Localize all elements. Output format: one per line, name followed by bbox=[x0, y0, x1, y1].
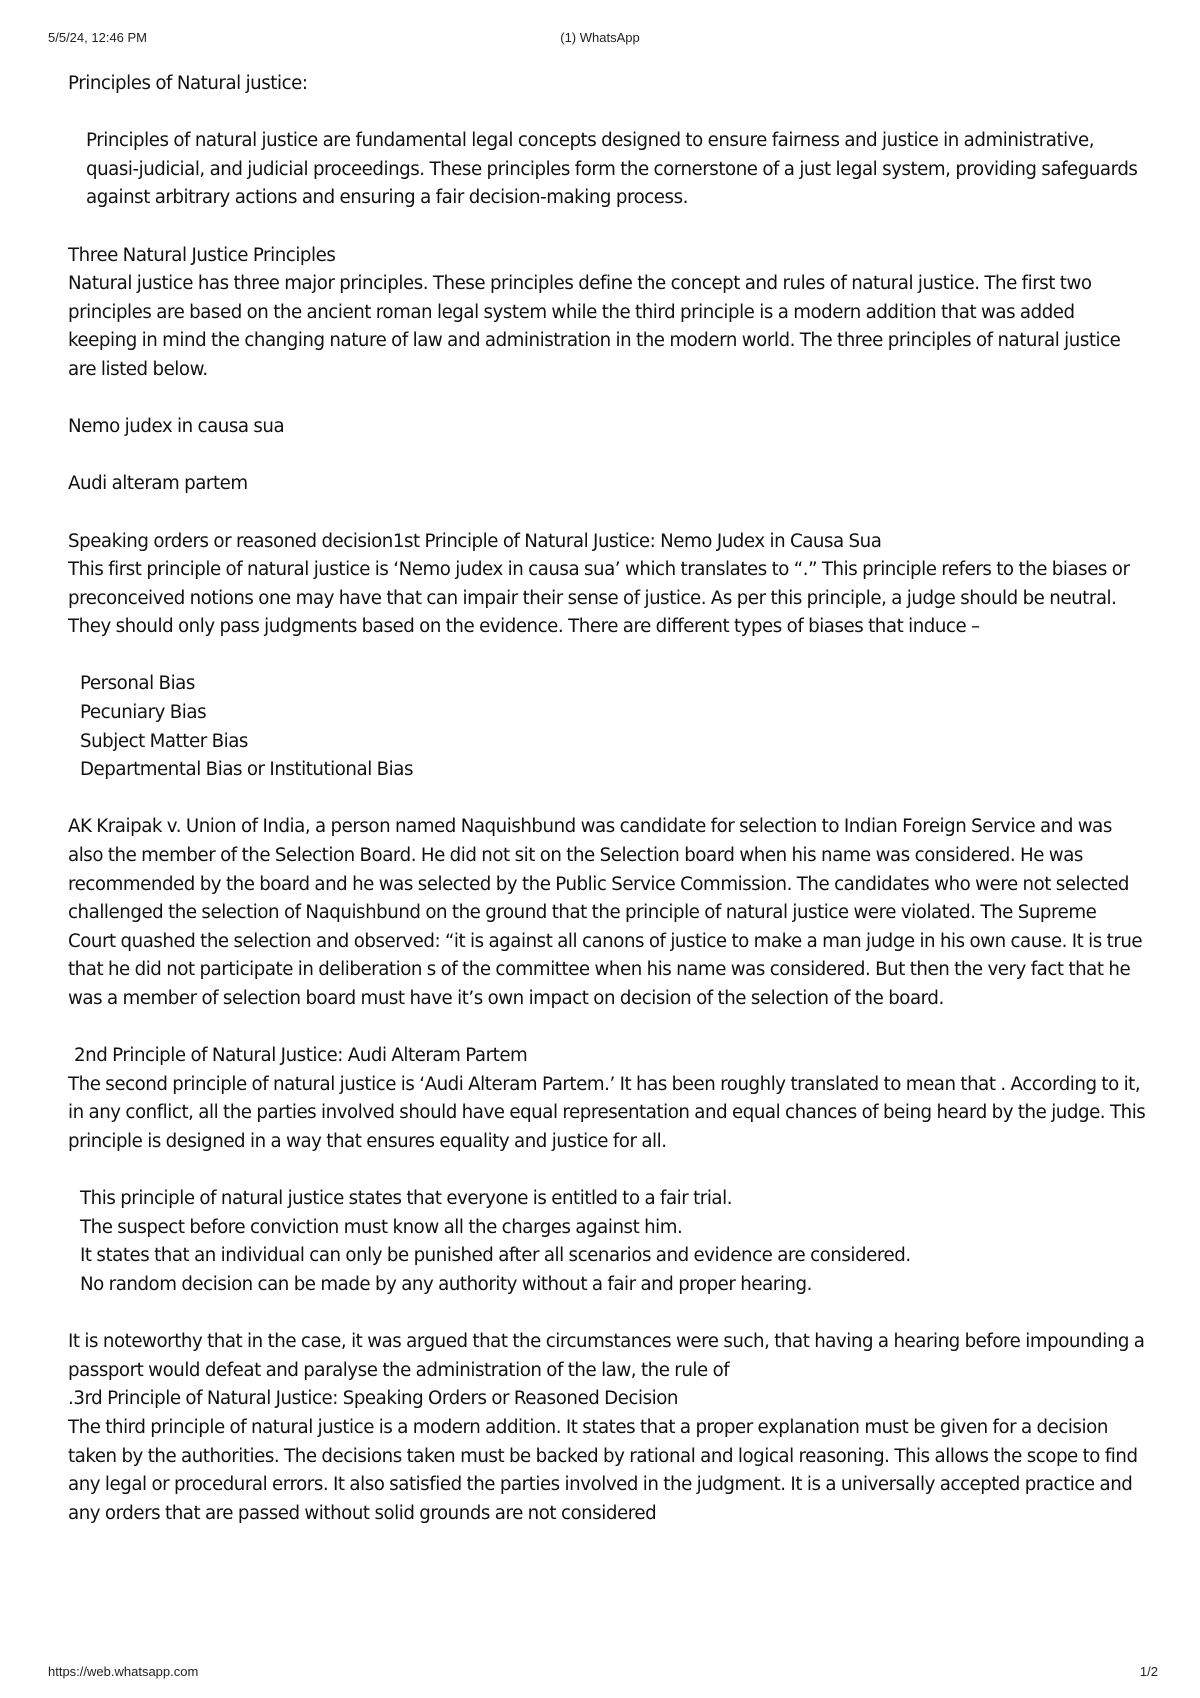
list-item: Departmental Bias or Institutional Bias bbox=[80, 759, 413, 781]
three-principles-heading: Three Natural Justice Principles bbox=[68, 244, 336, 266]
print-footer bbox=[0, 1664, 1200, 1684]
list-item: This principle of natural justice states that everyone is entitled to a fair trial. bbox=[80, 1188, 733, 1210]
print-url[interactable]: https://web.whatsapp.com bbox=[48, 1664, 199, 1679]
second-principle-heading: 2nd Principle of Natural Justice: Audi Alteram Partem bbox=[74, 1045, 528, 1067]
list-item: Subject Matter Bias bbox=[80, 730, 248, 752]
principle-item: Nemo judex in causa sua bbox=[68, 416, 285, 438]
second-principle-paragraph: The second principle of natural justice is ‘Audi Alteram Partem.’ It has been roughly translated to mean that . According to it, in any conflict, all the parties involved should have equal representation and equal chances of being heard by the judge. This principle is designed in a way that ensures equality and justice for all. bbox=[68, 1073, 1146, 1152]
noteworthy-paragraph: It is noteworthy that in the case, it was argued that the circumstances were such, that having a hearing before impounding a passport would defeat and paralyse the administration of the law, the rule of bbox=[68, 1331, 1145, 1381]
document-heading: Principles of Natural justice: bbox=[68, 73, 308, 94]
print-page-title: (1) WhatsApp bbox=[560, 30, 640, 45]
third-principle-paragraph: The third principle of natural justice is a modern addition. It states that a proper explanation must be given for a decision taken by the authorities. The decisions taken must be backed by rational and logical reasoning. This allows the scope to find any legal or procedural errors. It also satisfied the parties involved in the judgment. It is a universally accepted practice and any orders that are passed without solid grounds are not considered bbox=[68, 1416, 1138, 1524]
list-item: Pecuniary Bias bbox=[80, 702, 207, 724]
list-item: It states that an individual can only be punished after all scenarios and evidence are considered. bbox=[80, 1245, 911, 1267]
bias-list bbox=[68, 670, 1148, 784]
second-principle-points bbox=[68, 1185, 1148, 1299]
intro-paragraph: Principles of natural justice are fundamental legal concepts designed to ensure fairness and justice in administrative, quasi-judicial, and judicial proceedings. These principles form the cornerstone of a just legal system, providing safeguards against arbitrary actions and ensuring a fair decision-making process. bbox=[86, 130, 1138, 209]
list-item: No random decision can be made by any authority without a fair and proper hearing. bbox=[80, 1273, 812, 1295]
third-principle-heading: .3rd Principle of Natural Justice: Speaking Orders or Reasoned Decision bbox=[68, 1388, 678, 1410]
print-page-number: 1/2 bbox=[1139, 1664, 1158, 1679]
principle-item: Audi alteram partem bbox=[68, 473, 248, 495]
document-body bbox=[68, 70, 1148, 1528]
print-datetime: 5/5/24, 12:46 PM bbox=[48, 30, 148, 45]
list-item: Personal Bias bbox=[80, 673, 195, 695]
first-principle-heading: Speaking orders or reasoned decision1st Principle of Natural Justice: Nemo Judex in Causa Sua bbox=[68, 530, 882, 552]
case-paragraph: AK Kraipak v. Union of India, a person named Naquishbund was candidate for selection to Indian Foreign Service and was also the member of the Selection Board. He did not sit on the Selection board when his name was considered. He was recommended by the board and he was selected by the Public Service Commission. The candidates who were not selected challenged the selection of Naquishbund on the ground that the principle of natural justice were violated. The Supreme Court quashed the selection and observed: “it is against all canons of justice to make a man judge in his own cause. It is true that he did not participate in deliberation s of the committee when his name was considered. But then the very fact that he was a member of selection board must have it’s own impact on decision of the selection of the board. bbox=[68, 816, 1143, 1009]
three-principles-paragraph: Natural justice has three major principles. These principles define the concept and rules of natural justice. The first two principles are based on the ancient roman legal system while the third principle is a modern addition that was added keeping in mind the changing nature of law and administration in the modern world. The three principles of natural justice are listed below. bbox=[68, 273, 1121, 380]
first-principle-paragraph: This first principle of natural justice is ‘Nemo judex in causa sua’ which translates to “.” This principle refers to the biases or preconceived notions one may have that can impair their sense of justice. As per this principle, a judge should be neutral. They should only pass judgments based on the evidence. There are different types of biases that induce – bbox=[68, 559, 1130, 638]
list-item: The suspect before conviction must know all the charges against him. bbox=[80, 1216, 683, 1238]
print-header bbox=[0, 30, 1200, 50]
